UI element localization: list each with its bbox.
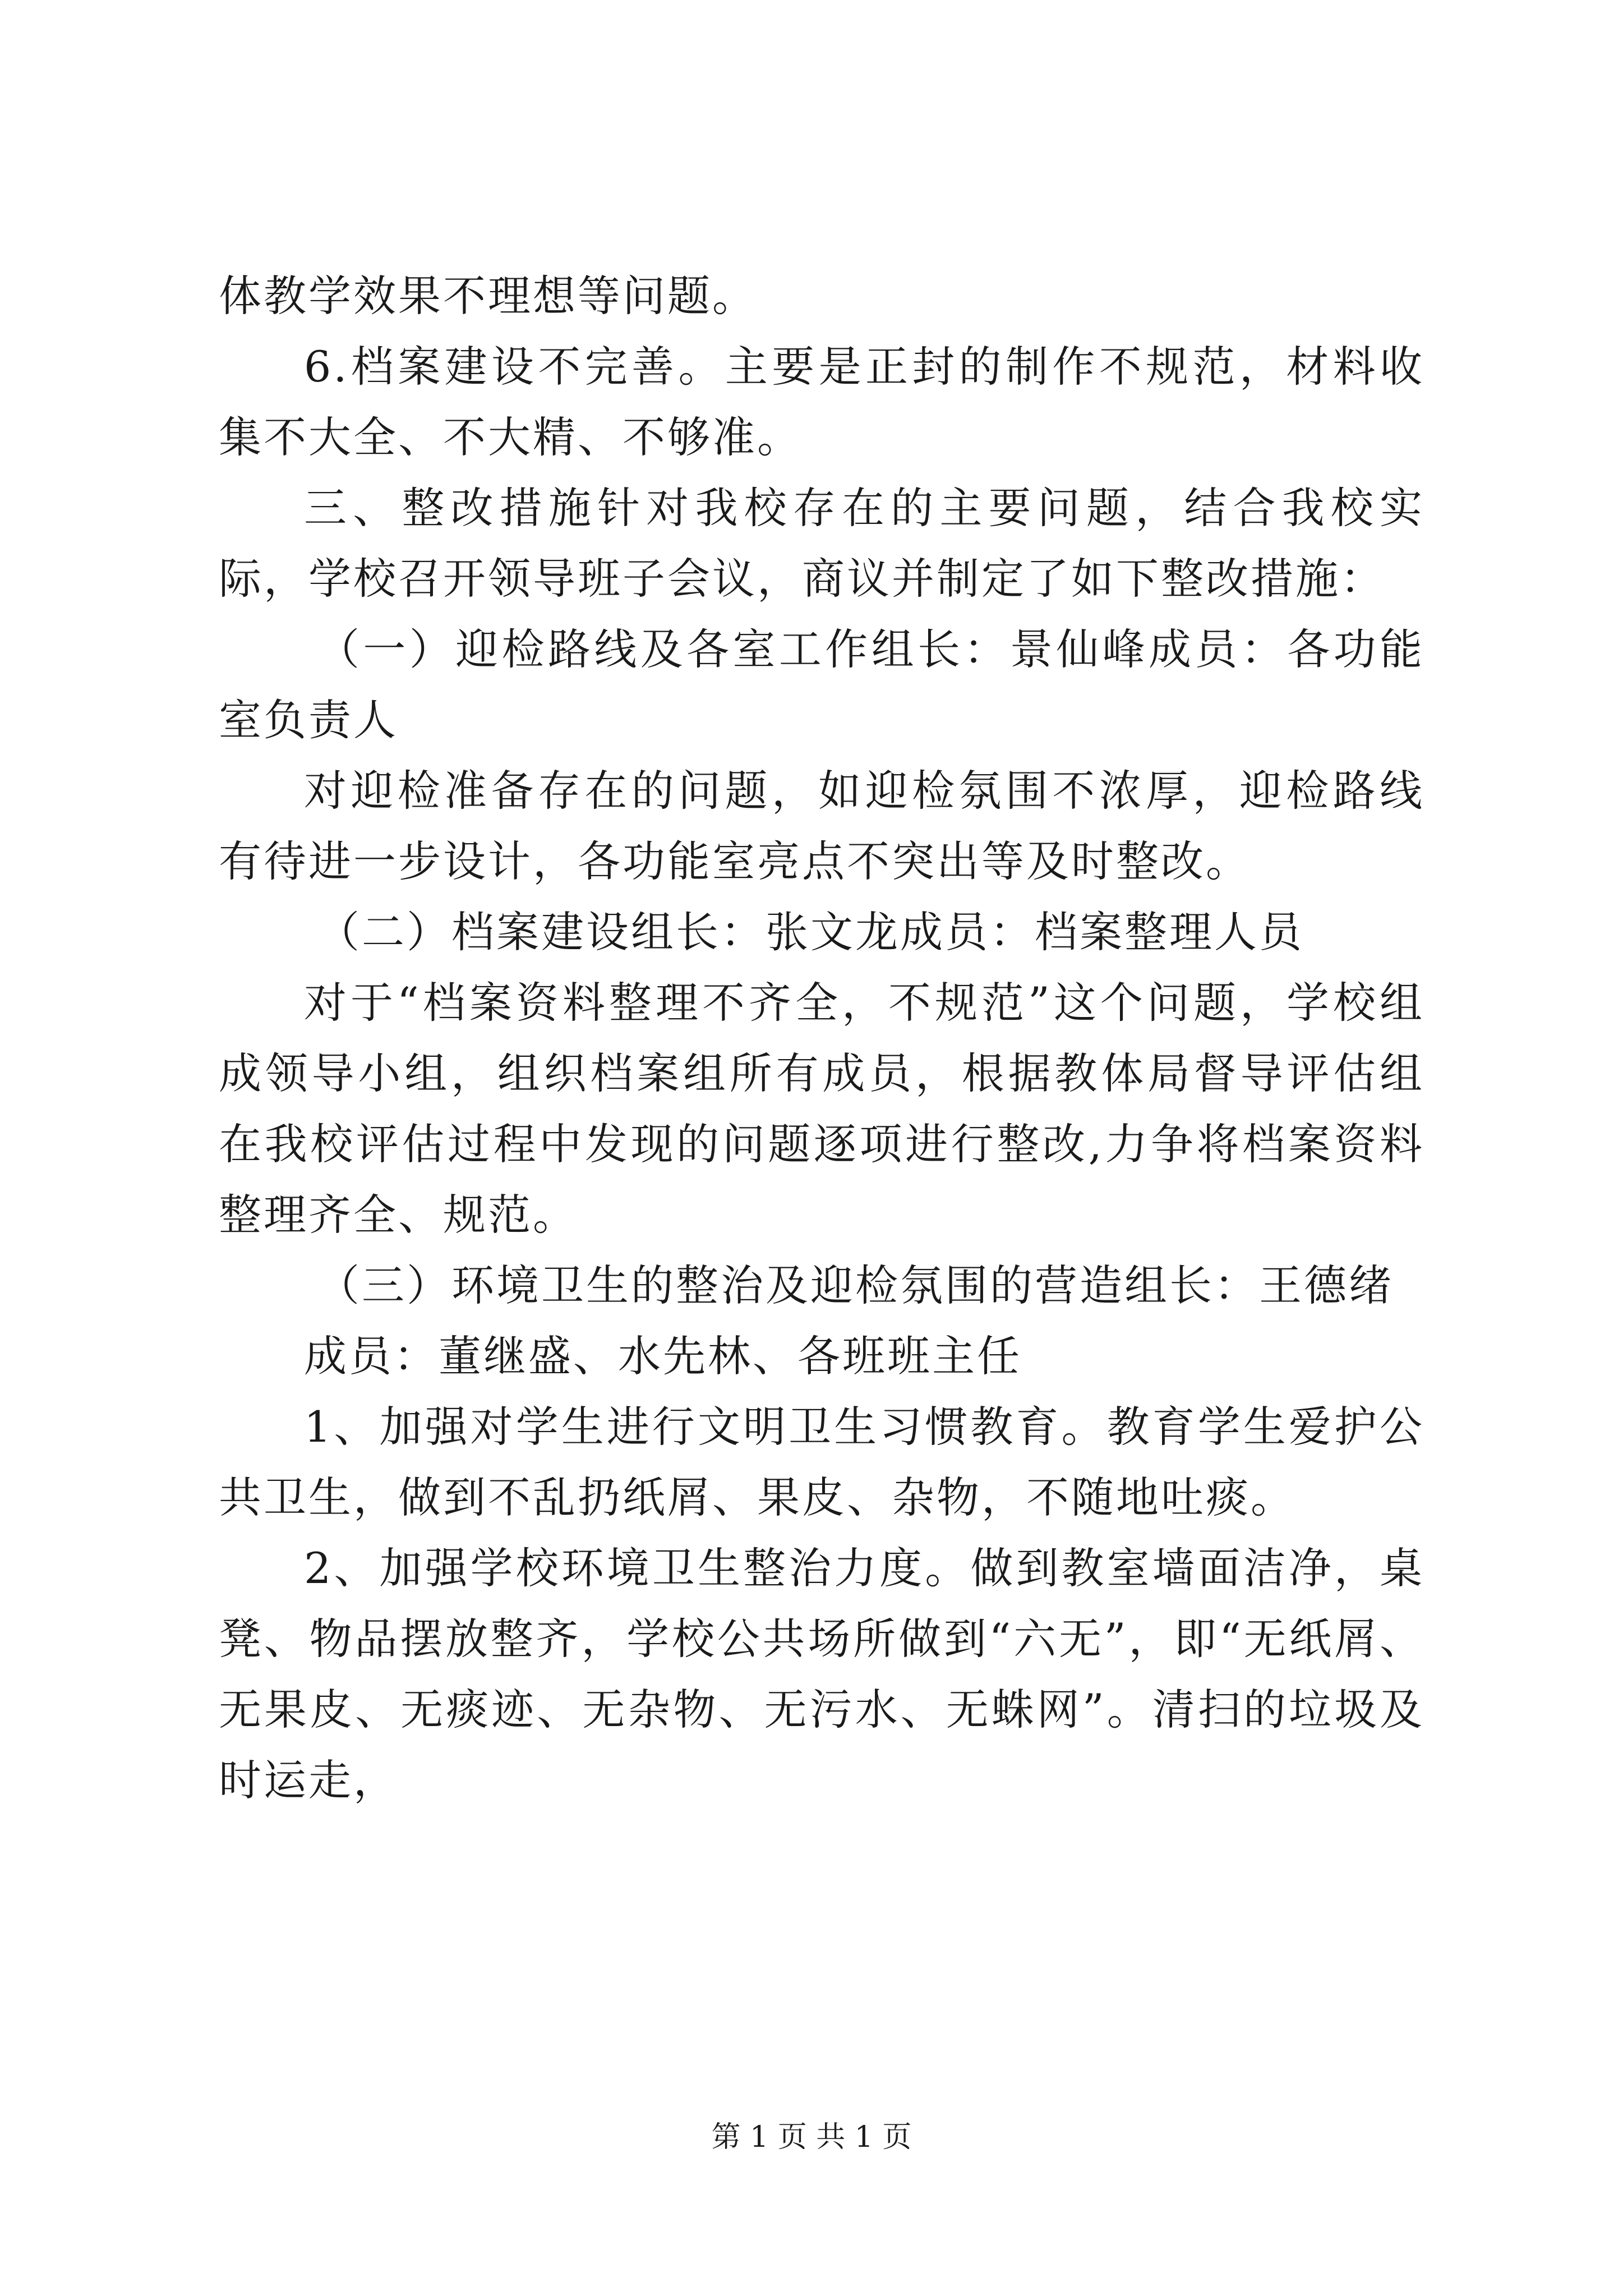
document-body <box>219 261 1424 1816</box>
section-heading: （一）迎检路线及各室工作组长：景仙峰成员：各功能室负责人 <box>219 624 1424 745</box>
paragraph: 6.档案建设不完善。主要是正封的制作不规范，材料收集不大全、不大精、不够准。 <box>219 342 1424 462</box>
paragraph: 对迎检准备存在的问题，如迎检氛围不浓厚，迎检路线有待进一步设计，各功能室亮点不突出等及时整改。 <box>219 766 1424 886</box>
paragraph: 1、加强对学生进行文明卫生习惯教育。教育学生爱护公共卫生，做到不乱扔纸屑、果皮、杂物，不随地吐痰。 <box>219 1402 1424 1522</box>
paragraph: 2、加强学校环境卫生整治力度。做到教室墙面洁净，桌凳、物品摆放整齐，学校公共场所做到“六无”，即“无纸屑、无果皮、无痰迹、无杂物、无污水、无蛛网”。清扫的垃圾及时运走， <box>219 1543 1424 1805</box>
paragraph: 对于“档案资料整理不齐全，不规范”这个问题，学校组成领导小组，组织档案组所有成员，根据教体局督导评估组在我校评估过程中发现的问题逐项进行整改,力争将档案资料整理齐全、规范。 <box>219 978 1424 1240</box>
paragraph: 成员：董继盛、水先林、各班班主任 <box>304 1331 1022 1381</box>
section-heading: （二）档案建设组长：张文龙成员：档案整理人员 <box>317 907 1304 957</box>
paragraph: 三、整改措施针对我校存在的主要问题，结合我校实际，学校召开领导班子会议，商议并制定了如下整改措施： <box>219 483 1424 604</box>
section-heading: （三）环境卫生的整治及迎检氛围的营造组长：王德绪 <box>317 1260 1394 1310</box>
paragraph: 体教学效果不理想等问题。 <box>219 271 757 321</box>
page-footer: 第 1 页 共 1 页 <box>711 2120 912 2154</box>
